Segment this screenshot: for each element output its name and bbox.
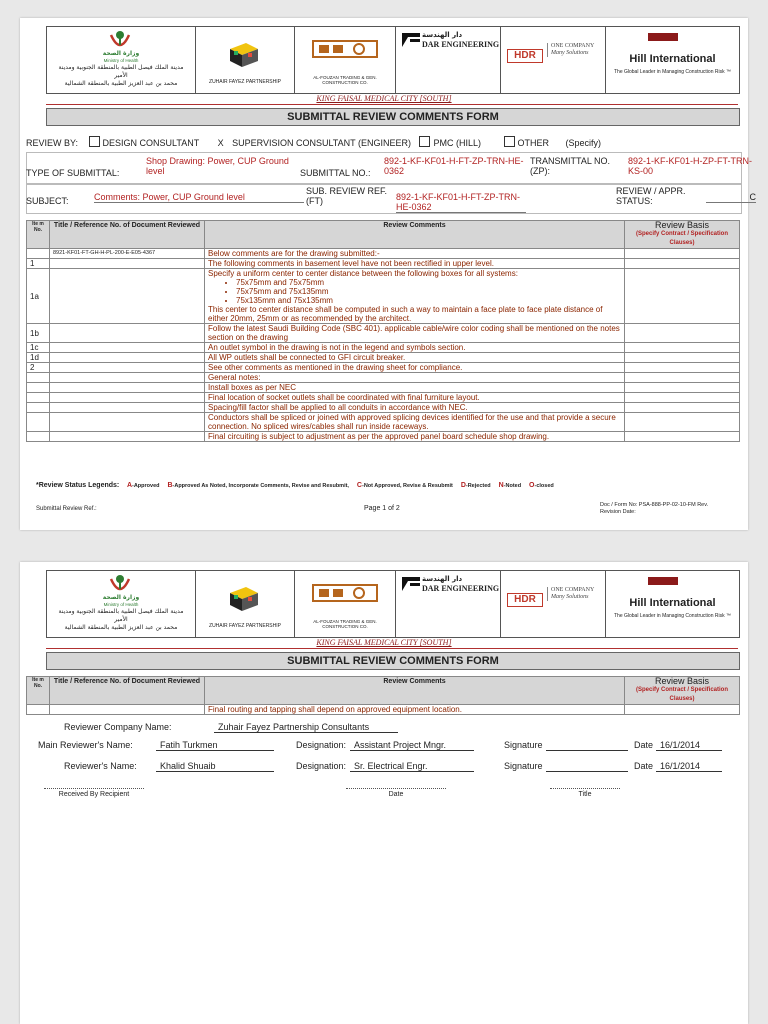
row-basis xyxy=(625,259,740,269)
col-basis xyxy=(625,221,740,249)
row-comment: The following comments in basement level have not been rectified in upper level. xyxy=(205,259,625,269)
status-label: REVIEW / APPR. STATUS: xyxy=(616,186,686,206)
fcc-logo-cell xyxy=(295,571,396,637)
status-value: C xyxy=(706,192,756,203)
row-ref xyxy=(50,432,205,442)
main-signature-label: Signature xyxy=(504,740,543,750)
reviewer-value: Khalid Shuaib xyxy=(156,761,274,772)
table-header-row xyxy=(27,221,740,249)
row-comment: Install boxes as per NEC xyxy=(205,383,625,393)
form-title: SUBMITTAL REVIEW COMMENTS FORM xyxy=(46,108,740,126)
review-by-row xyxy=(26,136,738,148)
city-title: KING FAISAL MEDICAL CITY [SOUTH] xyxy=(316,638,452,647)
zfp-logo-cell xyxy=(196,27,295,93)
row-comment: Follow the latest Saudi Building Code (SBC 401). applicable cable/wire color coding shall be mentioned on the notes section on the drawing xyxy=(205,324,625,343)
other-checkbox[interactable] xyxy=(504,136,515,147)
page-number: Page 1 of 2 xyxy=(364,505,400,512)
red-divider xyxy=(46,104,738,105)
submittal-row xyxy=(26,154,753,182)
row-basis xyxy=(625,249,740,259)
dar-logo-icon xyxy=(402,577,420,591)
row-ref: 8921-KF01-FT-GH-H-PL-200-E-E05-4367 xyxy=(50,249,205,259)
row-comment: General notes: xyxy=(205,373,625,383)
table-row xyxy=(27,324,740,343)
transmittal-label: TRANSMITTAL NO. (ZP): xyxy=(530,156,611,176)
row-comment: Final circuiting is subject to adjustment as per the approved panel board schedule shop drawing. xyxy=(205,432,625,442)
row-ref xyxy=(50,383,205,393)
row-no: 1 xyxy=(27,259,50,269)
row-no xyxy=(27,393,50,403)
reviewer-date-label: Date xyxy=(634,761,654,771)
basis-title: Review Basis xyxy=(654,676,710,686)
table-header-row xyxy=(27,677,740,705)
comment-text-2: This center to center distance shall be computed in such a way to maintain a face plate to face plate distance of either 20mm, 25mm or as recommended by the architect. xyxy=(208,305,603,323)
dar-logo-cell xyxy=(396,571,501,637)
reviewer-signature-wrap[interactable] xyxy=(546,761,628,772)
table-row xyxy=(27,353,740,363)
row-basis xyxy=(625,269,740,324)
col-comments: Review Comments xyxy=(205,221,625,249)
reviewer-signature-label: Signature xyxy=(504,761,543,771)
row-no xyxy=(27,373,50,383)
row-no xyxy=(27,432,50,442)
row-ref xyxy=(50,343,205,353)
row-ref xyxy=(50,373,205,383)
basis-title: Review Basis xyxy=(654,220,710,230)
moh-ar-line2: الأمير xyxy=(114,72,128,79)
dar-logo-icon xyxy=(402,33,420,47)
other-label: OTHER xyxy=(517,138,550,148)
hdr-tagline xyxy=(547,43,594,57)
comments-table-2 xyxy=(26,676,740,715)
form-page-1 xyxy=(20,18,756,530)
design-consultant-label: DESIGN CONSULTANT xyxy=(102,138,200,148)
legend-a: A xyxy=(126,482,132,489)
dar-name: DAR ENGINEERING xyxy=(422,40,500,49)
table-row xyxy=(27,393,740,403)
moh-logo-cell xyxy=(47,27,196,93)
company-value-wrap[interactable] xyxy=(214,722,398,733)
row-basis xyxy=(625,432,740,442)
col-item: Ite m No. xyxy=(27,677,50,705)
hill-tagline: The Global Leader in Managing Construction Risk ™ xyxy=(613,613,731,619)
row-comment: Conductors shall be spliced or joined with approved splicing devices identified for the use and that provide a secure connection. No spliced wires/cables shall run inside raceways. xyxy=(205,413,625,432)
col-title: Title / Reference No. of Document Reviewed xyxy=(50,677,205,705)
hill-bar-icon xyxy=(648,33,678,41)
comment-text: Specify a uniform center to center distance between the following boxes for all systems: xyxy=(208,269,518,278)
col-item: Ite m No. xyxy=(27,221,50,249)
row-ref xyxy=(50,324,205,343)
review-by-label: REVIEW BY: xyxy=(26,138,79,148)
row-ref xyxy=(50,393,205,403)
legend-c: C xyxy=(356,482,362,489)
hdr-logo-cell xyxy=(501,571,606,637)
moh-emblem-icon xyxy=(107,29,133,51)
moh-en-title: Ministry of Health xyxy=(103,602,139,607)
moh-en-title: Ministry of Health xyxy=(103,58,139,63)
title-column: Title xyxy=(550,788,620,798)
row-comment: Final routing and tapping shall depend on approved equipment location. xyxy=(205,705,625,715)
main-designation-value: Assistant Project Mngr. xyxy=(350,740,474,751)
row-comment: Spacing/fill factor shall be applied to all conduits in accordance with NEC. xyxy=(205,403,625,413)
row-basis xyxy=(625,373,740,383)
legend-b: B xyxy=(167,482,173,489)
review-ref-label: Submittal Review Ref.: xyxy=(36,506,97,512)
supervision-mark[interactable]: X xyxy=(217,138,224,148)
hill-logo-cell xyxy=(606,27,739,93)
reviewer-designation-value: Sr. Electrical Engr. xyxy=(350,761,474,772)
moh-logo-cell xyxy=(47,571,196,637)
form-page-2 xyxy=(20,562,748,1024)
legend-label: *Review Status Legends: xyxy=(36,482,120,489)
moh-ar-title: وزارة الصحة xyxy=(102,594,140,601)
red-divider xyxy=(46,648,738,649)
row-no: 1a xyxy=(27,269,50,324)
hdr-logo: HDR xyxy=(507,593,543,607)
fcc-logo-icon xyxy=(311,579,379,609)
type-label: TYPE OF SUBMITTAL: xyxy=(26,168,120,178)
row-basis xyxy=(625,363,740,373)
table-row xyxy=(27,259,740,269)
one-company: ONE COMPANY xyxy=(551,587,595,593)
row-no xyxy=(27,705,50,715)
subref-value: 892-1-KF-KF01-H-FT-ZP-TRN- HE-0362 xyxy=(396,192,526,213)
dar-ar: دار الهندسة xyxy=(422,31,463,39)
legend-a-text: -Approved xyxy=(132,483,160,489)
moh-emblem-icon xyxy=(107,573,133,595)
main-designation-label: Designation: xyxy=(296,740,347,750)
main-date-value: 16/1/2014 xyxy=(656,740,722,751)
main-signature-line xyxy=(546,740,628,751)
form-title: SUBMITTAL REVIEW COMMENTS FORM xyxy=(46,652,740,670)
row-ref xyxy=(50,259,205,269)
row-no: 1c xyxy=(27,343,50,353)
row-comment: Final location of socket outlets shall be coordinated with final furniture layout. xyxy=(205,393,625,403)
company-label: Reviewer Company Name: xyxy=(64,722,172,732)
row-no: 1d xyxy=(27,353,50,363)
main-date-label: Date xyxy=(634,740,654,750)
row-comment: All WP outlets shall be connected to GFI circuit breaker. xyxy=(205,353,625,363)
table-row xyxy=(27,269,740,324)
hdr-logo-cell xyxy=(501,27,606,93)
reviewer-date-value: 16/1/2014 xyxy=(656,761,722,772)
row-comment: Below comments are for the drawing submitted:- xyxy=(205,249,625,259)
legend-o: O xyxy=(529,482,535,489)
table-row xyxy=(27,373,740,383)
hill-logo-cell xyxy=(606,571,739,637)
col-comments: Review Comments xyxy=(205,677,625,705)
subject-row xyxy=(26,186,756,212)
row-basis xyxy=(625,324,740,343)
design-consultant-checkbox[interactable] xyxy=(89,136,100,147)
fcc-name: AL-FOUZAN TRADING & GEN. CONSTRUCTION CO. xyxy=(313,619,377,629)
date-column: Date xyxy=(346,788,446,798)
supervision-label: SUPERVISION CONSULTANT (ENGINEER) xyxy=(232,138,411,148)
comments-body xyxy=(27,249,740,442)
many-solutions: Many Solutions xyxy=(551,594,589,600)
one-company: ONE COMPANY xyxy=(551,43,595,49)
main-date-wrap[interactable] xyxy=(656,740,722,751)
hill-bar-icon xyxy=(648,577,678,585)
row-ref xyxy=(50,705,205,715)
row-no xyxy=(27,403,50,413)
basis-sub: (Specify Contract / Specification Clauses) xyxy=(635,687,729,702)
fcc-logo-cell xyxy=(295,27,396,93)
received-by: Received By Recipient xyxy=(44,788,144,798)
hill-name: Hill International xyxy=(629,597,716,609)
row-ref xyxy=(50,363,205,373)
dar-name: DAR ENGINEERING xyxy=(422,584,500,593)
moh-ar-line3: محمد بن عبد العزيز الطبية بالمنطقة الشمالية xyxy=(64,624,178,631)
legend-c-text: -Not Approved, Revise & Resubmit xyxy=(361,483,453,489)
submittal-no-label: SUBMITTAL NO.: xyxy=(300,168,371,178)
reviewer-wrap[interactable] xyxy=(156,761,274,772)
doc-form-no: Doc / Form No: PSA-888-PP-02-10-FM Rev. xyxy=(600,502,709,508)
type-value: Shop Drawing: Power, CUP Ground level xyxy=(146,156,289,176)
pmc-checkbox[interactable] xyxy=(419,136,430,147)
zfp-name: ZUHAIR FAYEZ PARTNERSHIP xyxy=(209,623,281,629)
row-basis xyxy=(625,353,740,363)
table-row xyxy=(27,413,740,432)
table-row xyxy=(27,363,740,373)
main-reviewer-label: Main Reviewer's Name: xyxy=(38,740,133,750)
table-row xyxy=(27,383,740,393)
row-basis xyxy=(625,705,740,715)
legend-d: D xyxy=(460,482,466,489)
table-row xyxy=(27,432,740,442)
reviewer-date-wrap[interactable] xyxy=(656,761,722,772)
row-comment: See other comments as mentioned in the drawing sheet for compliance. xyxy=(205,363,625,373)
moh-ar-title: وزارة الصحة xyxy=(102,50,140,57)
row-comment xyxy=(205,269,625,324)
moh-ar-line1: مدينة الملك فيصل الطبية بالمنطقة الجنوبية ومدينة xyxy=(58,64,184,71)
table-row xyxy=(27,249,740,259)
bullet-item: • 75x135mm and 75x135mm xyxy=(236,296,621,305)
legend-o-text: -closed xyxy=(534,483,554,489)
main-signature-wrap[interactable] xyxy=(546,740,628,751)
row-ref xyxy=(50,269,205,324)
col-basis xyxy=(625,677,740,705)
many-solutions: Many Solutions xyxy=(551,50,589,56)
moh-ar-line3: محمد بن عبد العزيز الطبية بالمنطقة الشمالية xyxy=(64,80,178,87)
fcc-name: AL-FOUZAN TRADING & GEN. CONSTRUCTION CO. xyxy=(313,75,377,85)
row-basis xyxy=(625,343,740,353)
subref-label: SUB. REVIEW REF. (FT) xyxy=(306,186,388,206)
row-basis xyxy=(625,413,740,432)
legend-b-text: -Approved As Noted, Incorporate Comments, Revise and Resubmit, xyxy=(172,483,349,489)
specify-label: (Specify) xyxy=(565,138,602,148)
hill-name: Hill International xyxy=(629,53,716,65)
row-basis xyxy=(625,403,740,413)
row-ref xyxy=(50,413,205,432)
logo-header xyxy=(46,26,740,94)
bullet-item: • 75x75mm and 75x75mm xyxy=(236,278,621,287)
reviewer-label: Reviewer's Name: xyxy=(64,761,137,771)
bullet-item: • 75x75mm and 75x135mm xyxy=(236,287,621,296)
company-value: Zuhair Fayez Partnership Consultants xyxy=(214,722,398,733)
table-row xyxy=(27,343,740,353)
main-reviewer-value: Fatih Turkmen xyxy=(156,740,274,751)
dar-logo-cell xyxy=(396,27,501,93)
bullet-list xyxy=(208,278,621,305)
legend-n-text: -Noted xyxy=(503,483,522,489)
zfp-logo-cell xyxy=(196,571,295,637)
main-reviewer-wrap[interactable] xyxy=(156,740,274,751)
row-no xyxy=(27,383,50,393)
submittal-no-value: 892-1-KF-KF01-H-FT-ZP-TRN-HE-0362 xyxy=(384,156,524,176)
col-title: Title / Reference No. of Document Reviewed xyxy=(50,221,205,249)
table-row xyxy=(27,705,740,715)
fcc-logo-icon xyxy=(311,35,379,65)
reviewer-designation-wrap[interactable] xyxy=(350,761,474,772)
zfp-cube-icon xyxy=(226,39,262,69)
basis-sub: (Specify Contract / Specification Clauses) xyxy=(635,231,729,246)
logo-header xyxy=(46,570,740,638)
subject-label: SUBJECT: xyxy=(26,196,69,206)
transmittal-value: 892-1-KF-KF01-H-ZP-FT-TRN-KS-00 xyxy=(628,156,753,176)
dar-ar: دار الهندسة xyxy=(422,575,463,583)
table-row xyxy=(27,403,740,413)
hdr-logo: HDR xyxy=(507,49,543,63)
row-no: 1b xyxy=(27,324,50,343)
main-designation-wrap[interactable] xyxy=(350,740,474,751)
row-basis xyxy=(625,383,740,393)
revision-date: Revision Date: xyxy=(600,509,636,515)
row-no xyxy=(27,249,50,259)
moh-ar-line1: مدينة الملك فيصل الطبية بالمنطقة الجنوبية ومدينة xyxy=(58,608,184,615)
row-ref xyxy=(50,353,205,363)
reviewer-signature-line xyxy=(546,761,628,772)
zfp-cube-icon xyxy=(226,583,262,613)
reviewer-designation-label: Designation: xyxy=(296,761,347,771)
row-no xyxy=(27,413,50,432)
legend-d-text: -Rejected xyxy=(465,483,491,489)
subject-value: Comments: Power, CUP Ground level xyxy=(94,192,304,203)
comments-table xyxy=(26,220,740,442)
status-legend xyxy=(36,482,560,489)
city-title: KING FAISAL MEDICAL CITY [SOUTH] xyxy=(316,94,452,103)
row-ref xyxy=(50,403,205,413)
row-basis xyxy=(625,393,740,403)
legend-n: N xyxy=(498,482,504,489)
moh-ar-line2: الأمير xyxy=(114,616,128,623)
pmc-label: PMC (HILL) xyxy=(433,138,481,148)
row-no: 2 xyxy=(27,363,50,373)
hdr-tagline xyxy=(547,587,594,601)
hill-tagline: The Global Leader in Managing Construction Risk ™ xyxy=(613,69,731,75)
row-comment: An outlet symbol in the drawing is not in the legend and symbols section. xyxy=(205,343,625,353)
comments-body-2 xyxy=(27,705,740,715)
zfp-name: ZUHAIR FAYEZ PARTNERSHIP xyxy=(209,79,281,85)
